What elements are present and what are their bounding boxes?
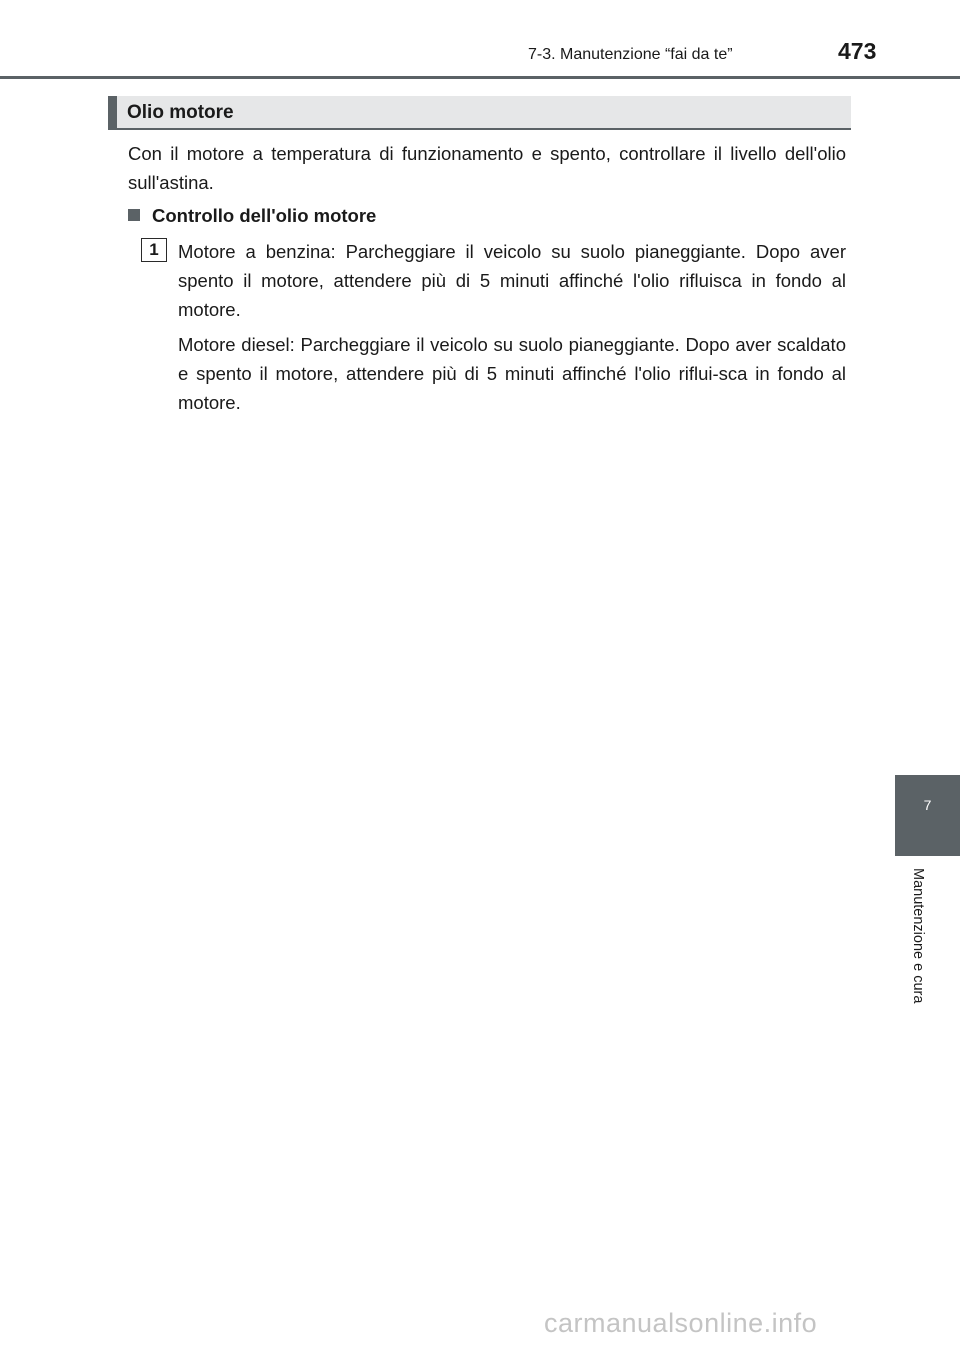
square-bullet-icon <box>128 209 140 221</box>
chapter-tab <box>895 775 960 856</box>
watermark: carmanualsonline.info <box>544 1308 818 1338</box>
header-rule <box>0 76 960 79</box>
intro-paragraph: Con il motore a temperatura di funzionamento e spento, controllare il livello dell'olio sull'astina. <box>128 143 846 193</box>
chapter-number: 7 <box>923 797 932 813</box>
page-number: 473 <box>838 38 877 64</box>
page-header <box>0 0 960 80</box>
section-heading-bar <box>108 96 851 130</box>
heading-accent <box>108 96 117 128</box>
section-heading: Olio motore <box>127 102 234 123</box>
step-number-badge: 1 <box>141 238 167 262</box>
chapter-label: Manutenzione e cura <box>910 868 926 1004</box>
subheading <box>128 204 376 228</box>
step-paragraph-petrol: Motore a benzina: Parcheggiare il veicolo su suolo pianeggiante. Dopo aver spento il motore, attendere più di 5 minuti affinché l'olio rifluisca in fondo al motore. <box>178 241 846 320</box>
step-paragraph-diesel: Motore diesel: Parcheggiare il veicolo su suolo pianeggiante. Dopo aver scaldato e spento il motore, attendere più di 5 minuti affinché l'olio riflui-sca in fondo al motore. <box>178 334 846 413</box>
section-title: 7-3. Manutenzione “fai da te” <box>528 46 733 63</box>
subheading-text: Controllo dell'olio motore <box>152 205 377 226</box>
